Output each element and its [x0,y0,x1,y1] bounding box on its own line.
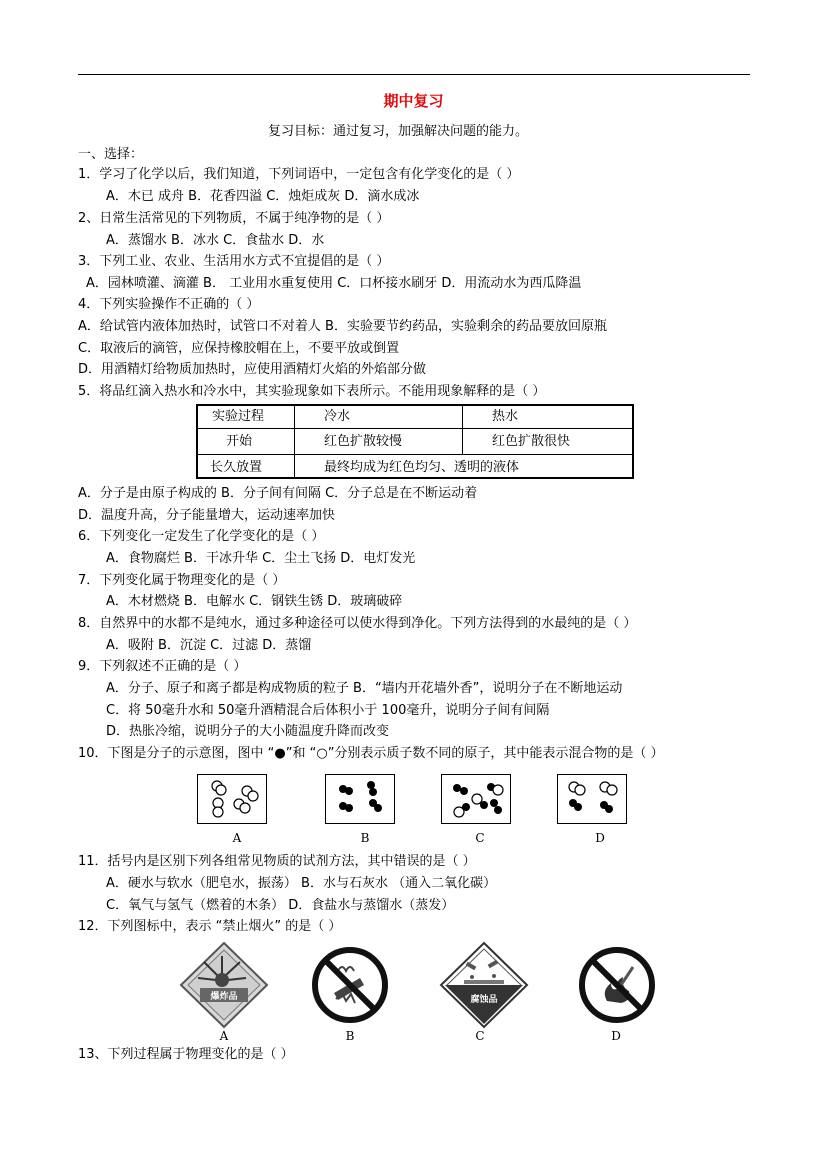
table-cell-hot-start: 红色扩散很快 [492,434,571,449]
q1-stem: 1．学习了化学以后，我们知道，下列词语中，一定包含有化学变化的是（ ） [78,167,520,182]
q9-option-d: D．热胀冷缩，说明分子的大小随温度升降而改变 [106,724,390,739]
q9-option-c: C．将 50毫升水和 50毫升酒精混合后体积小于 100毫升，说明分子间有间隔 [106,703,550,718]
q5-option-d: D．温度升高，分子能量增大，运动速率加快 [78,508,336,523]
q11-stem: 11．括号内是区别下列各组常见物质的试剂方法，其中错误的是（ ） [78,854,476,869]
molecule-box-c [441,774,511,824]
q10-label-b: B [360,831,370,845]
q12-label-a: A [219,1029,229,1043]
q2-stem: 2、日常生活常见的下列物质，不属于纯净物的是（ ） [78,211,390,226]
q12-stem: 12．下列图标中，表示 “禁止烟火” 的是（ ） [78,919,342,934]
explosive-sign-icon [178,940,270,1030]
q11-option-cd: C．氧气与氢气（燃着的木条） D．食盐水与蒸馏水（蒸发） [106,898,455,913]
q3-stem: 3．下列工业、农业、生活用水方式不宜提倡的是（ ） [78,254,390,269]
corrosive-sign-icon [438,940,530,1030]
q12-label-b: B [345,1029,355,1043]
q10-label-d: D [595,831,605,845]
q9-option-ab: A．分子、原子和离子都是构成物质的粒子 B．“墙内开花墙外香”，说明分子在不断地运动 [106,681,623,696]
q1-options: A．木已 成舟 B．花香四溢 C．烛炬成灰 D．滴水成冰 [106,189,420,204]
q4-option-c: C．取液后的滴管，应保持橡胶帽在上，不要平放或倒置 [78,341,400,356]
table-header-cold: 冷水 [324,409,351,424]
header-rule [78,74,750,75]
q4-option-ab: A．给试管内液体加热时，试管口不对着人 B．实验要节约药品，实验剩余的药品要放回原瓶 [78,319,607,334]
q2-options: A．蒸馏水 B．冰水 C．食盐水 D．水 [106,233,325,248]
q5-option-abc: A．分子是由原子构成的 B．分子间有间隔 C．分子总是在不断运动着 [78,486,478,501]
q7-options: A．木材燃烧 B．电解水 C．钢铁生锈 D．玻璃破碎 [106,594,403,609]
table-cell-long-result: 最终均成为红色均匀、透明的液体 [324,460,520,475]
q6-stem: 6．下列变化一定发生了化学变化的是（ ） [78,529,325,544]
table-cell-long: 长久放置 [210,460,263,475]
no-fire-sign-icon [577,945,657,1025]
q10-stem: 10．下图是分子的示意图，图中 “●”和 “○”分别表示质子数不同的原子，其中能表示混合物的是（ ） [78,746,664,761]
table-header-hot: 热水 [492,409,519,424]
q9-stem: 9．下列叙述不正确的是（ ） [78,659,247,674]
q10-label-c: C [475,831,485,845]
molecule-box-d [557,774,627,824]
molecule-diagram-a [198,775,266,823]
table-cell-start: 开始 [226,434,253,449]
q10-label-a: A [232,831,242,845]
experiment-table [196,404,634,479]
table-cell-cold-start: 红色扩散较慢 [324,434,403,449]
molecule-box-b [325,774,395,824]
q12-label-d: D [611,1029,621,1043]
molecule-diagram-d [558,775,626,823]
q13-stem: 13、下列过程属于物理变化的是（ ） [78,1047,294,1062]
molecule-box-a [197,774,267,824]
q11-option-ab: A．硬水与软水（肥皂水，振荡） B．水与石灰水 （通入二氧化碳） [106,876,497,891]
q5-stem: 5．将品红滴入热水和冷水中，其实验现象如下表所示。不能用现象解释的是（ ） [78,384,546,399]
q8-options: A．吸附 B．沉淀 C．过滤 D．蒸馏 [106,638,312,653]
q4-stem: 4．下列实验操作不正确的（ ） [78,297,260,312]
review-goal: 复习目标：通过复习，加强解决问题的能力。 [268,124,529,139]
no-smoking-sign-icon [310,945,390,1025]
molecule-diagram-b [326,775,394,823]
q6-options: A．食物腐烂 B．干冰升华 C．尘土飞扬 D．电灯发光 [106,551,416,566]
corrosive-sign-text: 腐蚀品 [470,995,498,1005]
explosive-sign-text: 爆炸品 [210,992,238,1002]
page-title: 期中复习 [383,92,444,110]
q4-option-d: D．用酒精灯给物质加热时，应使用酒精灯火焰的外焰部分做 [78,362,427,377]
table-header-process: 实验过程 [212,409,265,424]
q12-label-c: C [475,1029,485,1043]
q3-options: A．园林喷灌、滴灌 B． 工业用水重复使用 C．口杯接水刷牙 D．用流动水为西瓜降温 [86,276,582,291]
section-heading: 一、选择： [78,147,144,162]
molecule-diagram-c [442,775,510,823]
q7-stem: 7．下列变化属于物理变化的是（ ） [78,573,286,588]
q8-stem: 8．自然界中的水都不是纯水，通过多种途径可以使水得到净化。下列方法得到的水最纯的是（ ） [78,616,637,631]
